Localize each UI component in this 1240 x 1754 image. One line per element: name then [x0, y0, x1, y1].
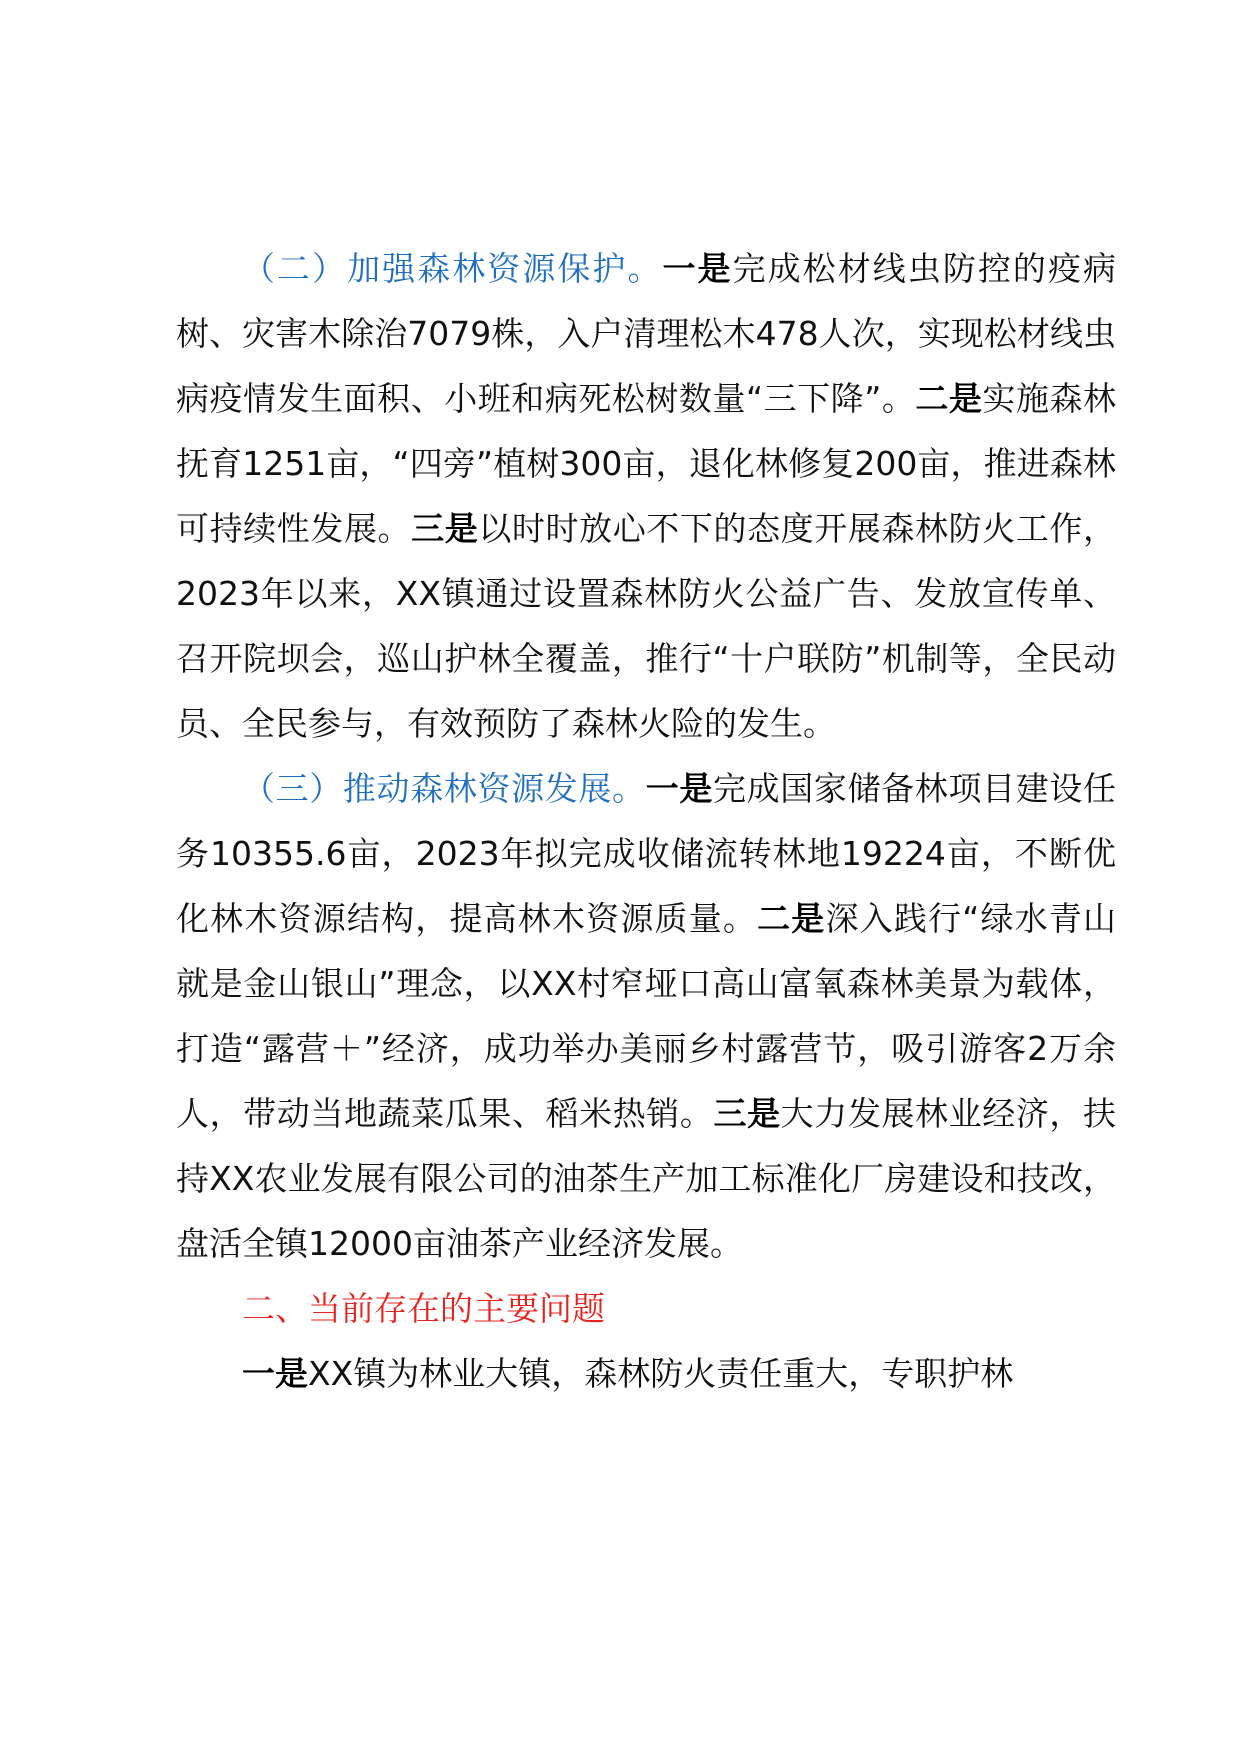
- point-text-2: 深入践行“绿水青山就是金山银山”理念，以XX村窄垭口高山富氧森林美景为载体，打造“露营＋”经济，成功举办美丽乡村露营节，吸引游客2万余人，带动当地蔬菜瓜果、稻米热销。: [176, 899, 1117, 1133]
- section-heading-main-problems: 二、当前存在的主要问题: [242, 1289, 605, 1328]
- paragraph-forest-protection: [176, 236, 1116, 756]
- paragraph-forest-development: [176, 756, 1116, 1276]
- point-label-2: 二是: [915, 379, 983, 418]
- document-body: [176, 236, 1116, 1406]
- point-text-1: XX镇为林业大镇，森林防火责任重大，专职护林: [308, 1354, 1014, 1393]
- point-label-1: 一是: [645, 769, 713, 808]
- point-text-2: 实施森林抚育1251亩，“四旁”植树300亩，退化林修复200亩，推进森林可持续性发展。: [176, 379, 1117, 548]
- section-heading-forest-protection: （二）加强森林资源保护。: [242, 249, 663, 288]
- paragraph-main-problems: [176, 1341, 1116, 1406]
- point-label-1: 一是: [662, 249, 733, 288]
- point-text-3: 以时时放心不下的态度开展森林防火工作，2023年以来，XX镇通过设置森林防火公益广告、发放宣传单、召开院坝会，巡山护林全覆盖，推行“十户联防”机制等，全民动员、全民参与，有效预防了森林火险的发生。: [176, 509, 1117, 743]
- point-label-1: 一是: [242, 1354, 308, 1393]
- point-text-3: 大力发展林业经济，扶持XX农业发展有限公司的油茶生产加工标准化厂房建设和技改，盘活全镇12000亩油茶产业经济发展。: [176, 1094, 1117, 1263]
- point-label-3: 三是: [411, 509, 479, 548]
- point-text-1: 完成国家储备林项目建设任务10355.6亩，2023年拟完成收储流转林地19224亩，不断优化林木资源结构，提高林木资源质量。: [176, 769, 1117, 938]
- point-label-2: 二是: [757, 899, 826, 938]
- section-heading-forest-development: （三）推动森林资源发展。: [242, 769, 646, 808]
- point-label-3: 三是: [713, 1094, 781, 1133]
- point-text-1: 完成松材线虫防控的疫病树、灾害木除治7079株，入户清理松木478人次，实现松材线虫病疫情发生面积、小班和病死松树数量“三下降”。: [176, 249, 1117, 418]
